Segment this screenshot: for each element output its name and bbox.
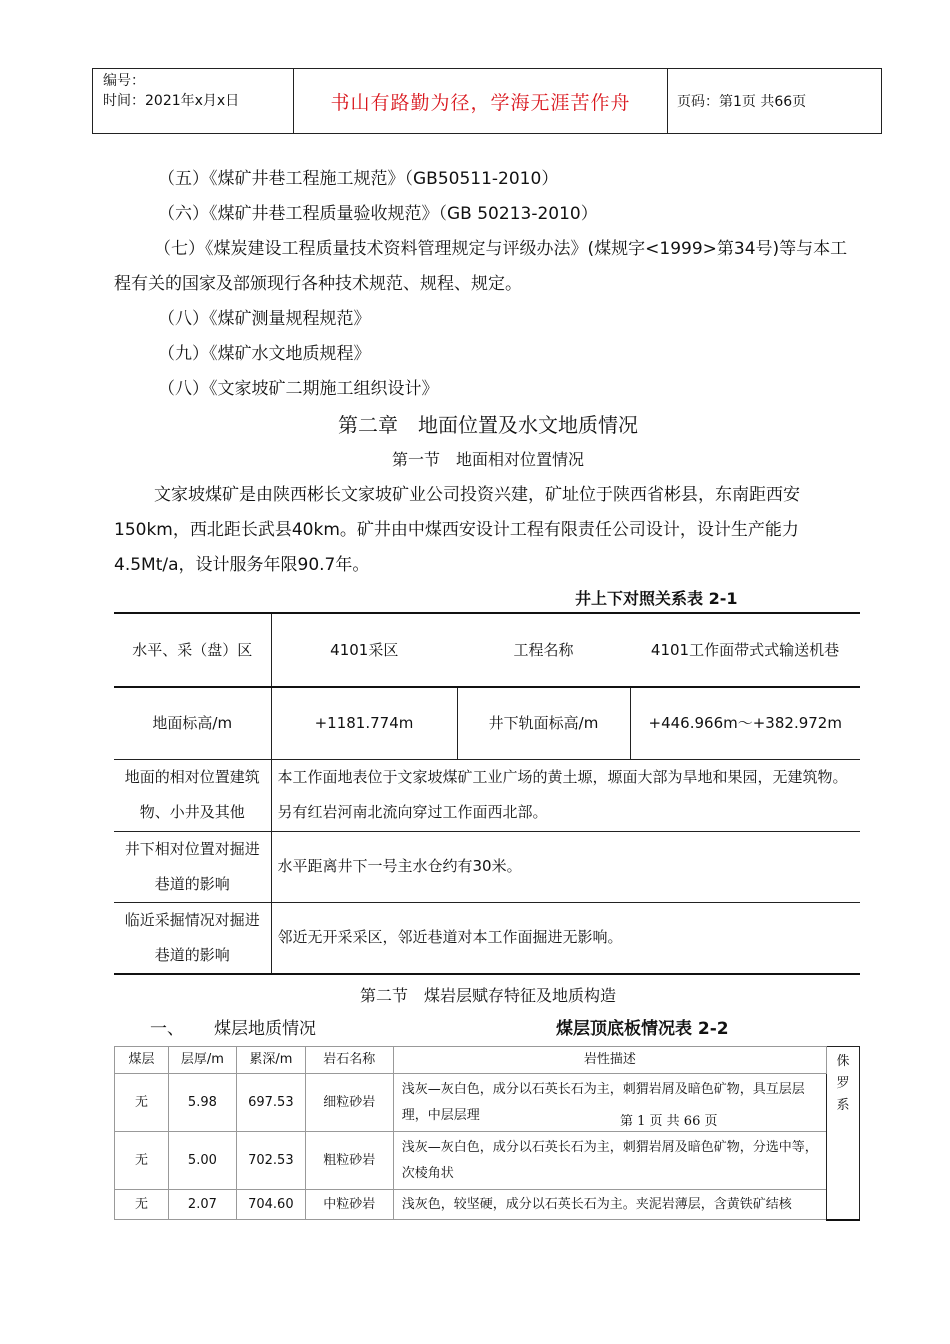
table-row xyxy=(114,687,860,759)
table-cell: 无 xyxy=(115,1190,169,1220)
table-header-cell: 累深/m xyxy=(236,1047,305,1074)
table-cell: 邻近无开采采区，邻近巷道对本工作面掘进无影响。 xyxy=(271,902,860,974)
table-header-cell: 岩性描述 xyxy=(393,1047,826,1074)
section1-title: 第一节 地面相对位置情况 xyxy=(391,450,584,469)
table-row xyxy=(115,1047,860,1074)
table-cell: 4101工作面带式式输送机巷 xyxy=(630,613,860,687)
table-cell: 4101采区 xyxy=(271,613,457,687)
item-8b: （八）《文家坡矿二期施工组织设计》 xyxy=(158,379,439,399)
table-row xyxy=(115,1190,860,1220)
table-row xyxy=(114,831,860,902)
table-cell: +446.966m～+382.972m xyxy=(630,687,860,759)
table-row xyxy=(115,1132,860,1190)
table-cell: 中粒砂岩 xyxy=(305,1190,393,1220)
table-cell: 细粒砂岩 xyxy=(305,1074,393,1132)
table-cell: 水平距离井下一号主水仓约有30米。 xyxy=(271,831,860,902)
table-cell: 无 xyxy=(115,1132,169,1190)
chapter-title: 第二章 地面位置及水文地质情况 xyxy=(338,413,638,437)
table-header-cell: 煤层 xyxy=(115,1047,169,1074)
table-cell: 浅灰色，较坚硬，成分以石英长石为主。夹泥岩薄层，含黄铁矿结核 xyxy=(393,1190,826,1220)
table-cell: 无 xyxy=(115,1074,169,1132)
page-header xyxy=(92,68,882,134)
item-6: （六）《煤矿井巷工程质量验收规范》（GB 50213-2010） xyxy=(158,204,598,224)
table-header-cell: 层厚/m xyxy=(168,1047,236,1074)
table-cell: 地面标高/m xyxy=(114,687,271,759)
table-cell: 浅灰—灰白色，成分以石英长石为主，刺猬岩屑及暗色矿物，具互层层理，中层层理 xyxy=(393,1074,826,1132)
page-label: 页码：第1页 共66页 xyxy=(677,94,807,110)
section1-text: 文家坡煤矿是由陕西彬长文家坡矿业公司投资兴建，矿址位于陕西省彬县，东南距西安150km，西北距长武县40km。矿井由中煤西安设计工程有限责任公司设计，设计生产能力4.5Mt/a，设计服务年限90.7年。 xyxy=(114,485,800,575)
table-cell: 地面的相对位置建筑物、小井及其他 xyxy=(114,759,271,831)
subsection-num: 一、 xyxy=(150,1019,184,1039)
table-row xyxy=(114,613,860,687)
footer-page-number: 第 1 页 共 66 页 xyxy=(620,1114,718,1129)
motto: 书山有路勤为径，学海无涯苦作舟 xyxy=(294,69,668,133)
section2-title: 第二节 煤岩层赋存特征及地质构造 xyxy=(359,986,616,1005)
item-8: （八）《煤矿测量规程规范》 xyxy=(158,309,371,329)
table-cell: 工程名称 xyxy=(457,613,630,687)
table-cell: 697.53 xyxy=(236,1074,305,1132)
system-label: 侏罗系 xyxy=(836,1054,850,1113)
table-row xyxy=(114,759,860,831)
table-cell: 水平、采（盘）区 xyxy=(114,613,271,687)
subsection-title: 煤层地质情况 xyxy=(214,1019,316,1039)
table-cell: 浅灰—灰白色，成分以石英长石为主，刺猬岩屑及暗色矿物，分选中等，次棱角状 xyxy=(393,1132,826,1190)
table-cell: 井下轨面标高/m xyxy=(457,687,630,759)
table2 xyxy=(114,1046,860,1221)
table-row xyxy=(114,902,860,974)
time-label: 时间：2021年x月x日 xyxy=(103,93,240,109)
table-cell: 本工作面地表位于文家坡煤矿工业广场的黄土塬，塬面大部为旱地和果园，无建筑物。另有红岩河南北流向穿过工作面西北部。 xyxy=(271,759,860,831)
header-meta xyxy=(93,69,294,133)
table-cell: +1181.774m xyxy=(271,687,457,759)
table-cell: 704.60 xyxy=(236,1190,305,1220)
table1 xyxy=(114,612,860,975)
table-cell: 2.07 xyxy=(168,1190,236,1220)
table-cell: 粗粒砂岩 xyxy=(305,1132,393,1190)
item-5: （五）《煤矿井巷工程施工规范》（GB50511-2010） xyxy=(158,169,559,189)
table-cell: 5.98 xyxy=(168,1074,236,1132)
table-cell: 井下相对位置对掘进巷道的影响 xyxy=(114,831,271,902)
table-cell: 702.53 xyxy=(236,1132,305,1190)
table1-caption: 井上下对照关系表 2-1 xyxy=(575,589,738,608)
item-9: （九）《煤矿水文地质规程》 xyxy=(158,344,371,364)
table-row xyxy=(115,1074,860,1132)
number-label: 编号： xyxy=(103,73,145,89)
system-column xyxy=(826,1047,859,1220)
item-7: （七）《煤炭建设工程质量技术资料管理规定与评级办法》(煤规字<1999>第34号)等与本工程有关的国家及部颁现行各种技术规范、规程、规定。 xyxy=(114,239,848,294)
table2-caption: 煤层顶底板情况表 2-2 xyxy=(556,1019,729,1039)
table-header-cell: 岩石名称 xyxy=(305,1047,393,1074)
table-cell: 临近采掘情况对掘进巷道的影响 xyxy=(114,902,271,974)
table-cell: 5.00 xyxy=(168,1132,236,1190)
